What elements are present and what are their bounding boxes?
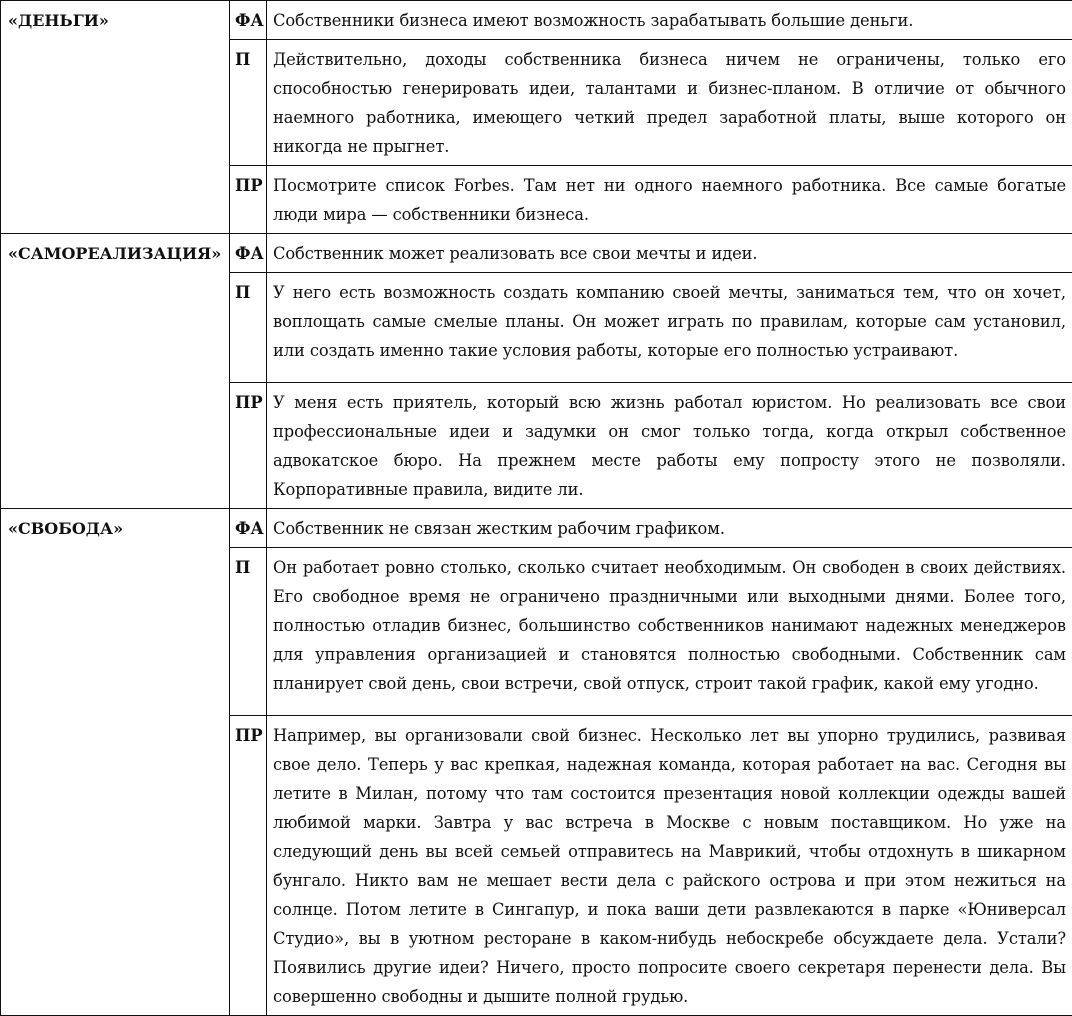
row-text: Посмотрите список Forbes. Там нет ни одного наемного работника. Все самые богатые люди мира — собственники бизнеса. [267, 166, 1072, 234]
category-cell: «САМОРЕАЛИЗАЦИЯ» [1, 234, 230, 509]
row-label: ПР [230, 716, 267, 1016]
row-label: П [230, 548, 267, 716]
row-text: У меня есть приятель, который всю жизнь работал юристом. Но реализовать все свои профессиональные идеи и задумки он смог только тогда, когда открыл собственное адвокатское бюро. На прежнем месте работы ему попросту этого не позволяли. Корпоративные правила, видите ли. [267, 383, 1072, 509]
row-text: Собственник может реализовать все свои мечты и идеи. [267, 234, 1072, 273]
row-label: П [230, 40, 267, 166]
table-row [1, 509, 1072, 548]
row-text: Например, вы организовали свой бизнес. Несколько лет вы упорно трудились, развивая свое дело. Теперь у вас крепкая, надежная команда, которая работает на вас. Сегодня вы летите в Милан, потому что там состоится презентация новой коллекции одежды вашей любимой марки. Завтра у вас встреча в Москве с новым поставщиком. Но уже на следующий день вы всей семьей отправитесь на Маврикий, чтобы отдохнуть в шикарном бунгало. Никто вам не мешает вести дела с райского острова и при этом нежиться на солнце. Потом летите в Сингапур, и пока ваши дети развлекаются в парке «Юниверсал Студио», вы в уютном ресторане в каком-нибудь небоскребе обсуждаете дела. Устали? Появились другие идеи? Ничего, просто попросите своего секретаря перенести дела. Вы совершенно свободны и дышите полной грудью. [267, 716, 1072, 1016]
category-cell: «СВОБОДА» [1, 509, 230, 1016]
row-text: Собственники бизнеса имеют возможность зарабатывать большие деньги. [267, 1, 1072, 40]
row-label: ФА [230, 234, 267, 273]
category-cell: «ДЕНЬГИ» [1, 1, 230, 234]
row-text: Он работает ровно столько, сколько считает необходимым. Он свободен в своих действиях. Его свободное время не ограничено праздничными или выходными днями. Более того, полностью отладив бизнес, большинство собственников нанимают надежных менеджеров для управления организацией и становятся полностью свободными. Собственник сам планирует свой день, свои встречи, свой отпуск, строит такой график, какой ему угодно. [267, 548, 1072, 716]
row-label: ФА [230, 509, 267, 548]
row-text: У него есть возможность создать компанию своей мечты, заниматься тем, что он хочет, воплощать самые смелые планы. Он может играть по правилам, которые сам установил, или создать именно такие условия работы, которые его полностью устраивают. [267, 273, 1072, 383]
row-text: Действительно, доходы собственника бизнеса ничем не ограничены, только его способностью генерировать идеи, талантами и бизнес-планом. В отличие от обычного наемного работника, имеющего четкий предел заработной платы, выше которого он никогда не прыгнет. [267, 40, 1072, 166]
row-label: ПР [230, 383, 267, 509]
table-row [1, 234, 1072, 273]
table-row [1, 1, 1072, 40]
row-label: П [230, 273, 267, 383]
row-label: ФА [230, 1, 267, 40]
row-label: ПР [230, 166, 267, 234]
row-text: Собственник не связан жестким рабочим графиком. [267, 509, 1072, 548]
